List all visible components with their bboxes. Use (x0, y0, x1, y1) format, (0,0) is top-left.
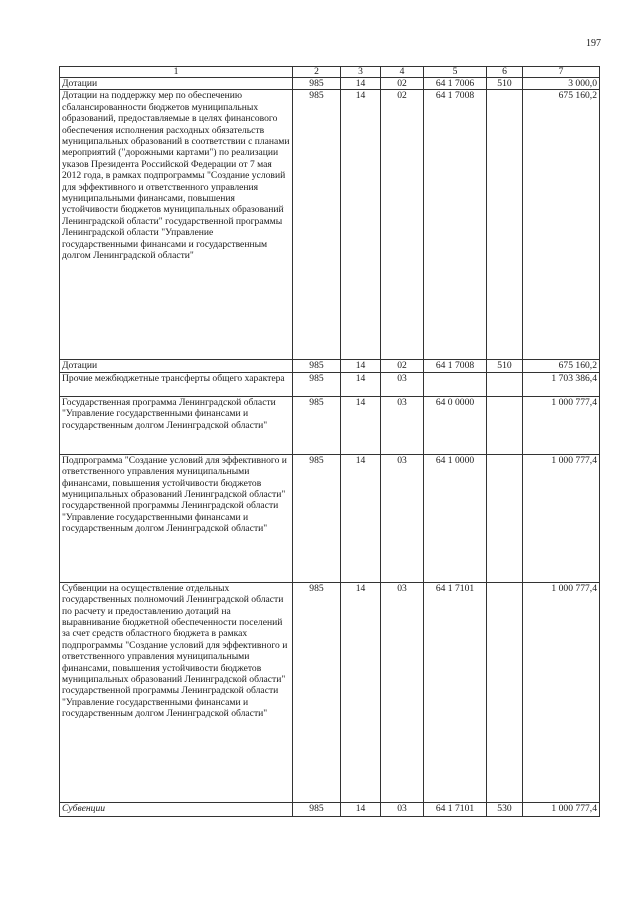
row-name: Дотации (60, 78, 293, 90)
row-c6: 530 (487, 802, 523, 816)
row-c7: 1 000 777,4 (523, 802, 600, 816)
table-row (60, 802, 600, 816)
row-c4: 02 (381, 360, 424, 372)
row-c2: 985 (293, 582, 341, 802)
row-c2: 985 (293, 90, 341, 360)
row-c4: 02 (381, 78, 424, 90)
row-c6 (487, 90, 523, 360)
header-row (60, 67, 600, 78)
header-col-6: 6 (487, 67, 523, 78)
row-c2: 985 (293, 396, 341, 454)
row-c5 (424, 372, 487, 396)
header-col-5: 5 (424, 67, 487, 78)
table-row (60, 90, 600, 360)
row-c4: 03 (381, 396, 424, 454)
table-row (60, 372, 600, 396)
row-c2: 985 (293, 802, 341, 816)
row-c2: 985 (293, 78, 341, 90)
header-col-2: 2 (293, 67, 341, 78)
row-c5: 64 0 0000 (424, 396, 487, 454)
table-row (60, 78, 600, 90)
row-c6 (487, 372, 523, 396)
row-c3: 14 (341, 582, 381, 802)
row-c5: 64 1 0000 (424, 454, 487, 582)
header-col-7: 7 (523, 67, 600, 78)
row-name: Дотации (60, 360, 293, 372)
page-number: 197 (586, 38, 601, 49)
budget-table (59, 66, 600, 817)
row-c4: 02 (381, 90, 424, 360)
row-c5: 64 1 7006 (424, 78, 487, 90)
row-c7: 3 000,0 (523, 78, 600, 90)
row-c7: 675 160,2 (523, 360, 600, 372)
row-c5: 64 1 7008 (424, 90, 487, 360)
table-row (60, 582, 600, 802)
row-c5: 64 1 7101 (424, 802, 487, 816)
row-c6: 510 (487, 360, 523, 372)
row-c2: 985 (293, 360, 341, 372)
row-c3: 14 (341, 90, 381, 360)
table-row (60, 396, 600, 454)
row-c4: 03 (381, 372, 424, 396)
row-c2: 985 (293, 454, 341, 582)
header-col-4: 4 (381, 67, 424, 78)
row-c7: 1 000 777,4 (523, 582, 600, 802)
header-col-3: 3 (341, 67, 381, 78)
row-c3: 14 (341, 454, 381, 582)
row-c6 (487, 396, 523, 454)
row-name: Субвенции на осуществление отдельных государственных полномочий Ленинградской области по расчету и предоставлению дотаций на выравнивание бюджетной обеспеченности поселений за счет средств областного бюджета в рамках подпрограммы "Создание условий для эффективного и ответственного управления муниципальными финансами, повышения устойчивости бюджетов муниципальных образований Ленинградской области" государственной программы Ленинградской области "Управление государственными финансами и государственным долгом Ленинградской области" (60, 582, 293, 802)
row-c7: 1 000 777,4 (523, 454, 600, 582)
row-c3: 14 (341, 360, 381, 372)
row-c3: 14 (341, 78, 381, 90)
row-c6: 510 (487, 78, 523, 90)
row-c6 (487, 582, 523, 802)
row-c4: 03 (381, 582, 424, 802)
row-c4: 03 (381, 454, 424, 582)
header-col-1: 1 (60, 67, 293, 78)
row-c3: 14 (341, 372, 381, 396)
row-c3: 14 (341, 802, 381, 816)
row-c5: 64 1 7101 (424, 582, 487, 802)
row-c7: 1 000 777,4 (523, 396, 600, 454)
table-row (60, 454, 600, 582)
row-name: Дотации на поддержку мер по обеспечению сбалансированности бюджетов муниципальных образований, предоставляемые в целях финансового обеспечения исполнения расходных обязательств муниципальных образований в соответствии с планами мероприятий ("дорожными картами") по реализации указов Президента Российской Федерации от 7 мая 2012 года, в рамках подпрограммы "Создание условий для эффективного и ответственного управления муниципальными финансами, повышения устойчивости бюджетов муниципальных образований Ленинградской области" государственной программы Ленинградской области "Управление государственными финансами и государственным долгом Ленинградской области" (60, 90, 293, 360)
row-c2: 985 (293, 372, 341, 396)
row-c3: 14 (341, 396, 381, 454)
row-name: Государственная программа Ленинградской области "Управление государственными финансами и государственным долгом Ленинградской области" (60, 396, 293, 454)
row-c4: 03 (381, 802, 424, 816)
row-c5: 64 1 7008 (424, 360, 487, 372)
row-c7: 675 160,2 (523, 90, 600, 360)
row-c6 (487, 454, 523, 582)
row-name: Прочие межбюджетные трансферты общего характера (60, 372, 293, 396)
table-row (60, 360, 600, 372)
row-c7: 1 703 386,4 (523, 372, 600, 396)
row-name: Субвенции (60, 802, 293, 816)
row-name: Подпрограмма "Создание условий для эффективного и ответственного управления муниципальными финансами, повышения устойчивости бюджетов муниципальных образований Ленинградской области" государственной программы Ленинградской области "Управление государственными финансами и государственным долгом Ленинградской области" (60, 454, 293, 582)
